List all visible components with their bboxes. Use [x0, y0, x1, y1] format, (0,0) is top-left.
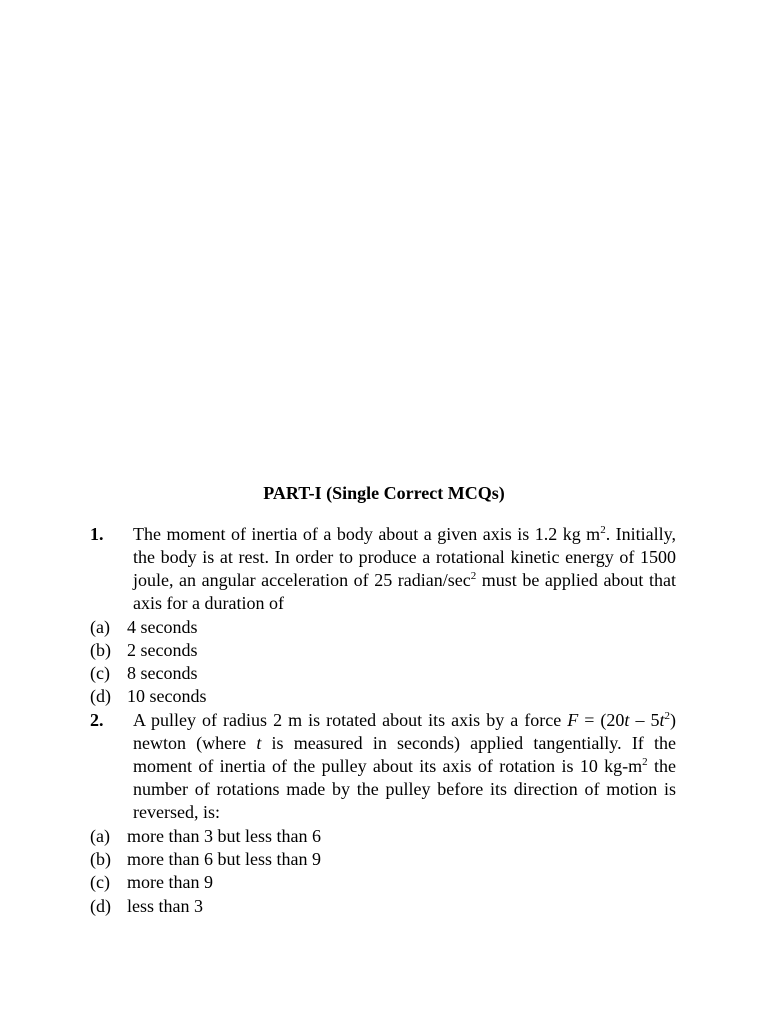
option-text: 4 seconds — [127, 617, 198, 637]
option-label: (c) — [90, 663, 110, 683]
option-text: more than 3 but less than 6 — [127, 826, 321, 846]
question-1-text: The moment of inertia of a body about a given axis is 1.2 kg $m^2$. Initially, the body is at rest. In order to produce a rotational kinetic energy of 1500 joule, an angular acceleration of 25 radian/$\sec^2$ must be applied about that axis for a duration of — [133, 524, 676, 613]
option-label: (a) — [90, 617, 110, 637]
question-2-option-c[interactable] — [90, 871, 213, 894]
question-1-number: 1. — [90, 524, 104, 544]
option-label: (b) — [90, 640, 111, 660]
question-2-number: 2. — [90, 710, 104, 730]
option-text: more than 9 — [127, 872, 213, 892]
section-heading: PART-I (Single Correct MCQs) — [263, 483, 505, 503]
option-text: 2 seconds — [127, 640, 198, 660]
question-2-option-d[interactable] — [90, 895, 203, 918]
option-label: (d) — [90, 686, 111, 706]
option-text: more than 6 but less than 9 — [127, 849, 321, 869]
question-1-option-b[interactable] — [90, 639, 198, 662]
question-1-option-c[interactable] — [90, 662, 198, 685]
option-text: 8 seconds — [127, 663, 198, 683]
question-2-option-b[interactable] — [90, 848, 321, 871]
option-label: (d) — [90, 896, 111, 916]
option-label: (b) — [90, 849, 111, 869]
question-1-option-d[interactable] — [90, 685, 207, 708]
option-label: (a) — [90, 826, 110, 846]
option-text: 10 seconds — [127, 686, 207, 706]
option-label: (c) — [90, 872, 110, 892]
question-2-option-a[interactable] — [90, 825, 321, 848]
option-text: less than 3 — [127, 896, 203, 916]
question-2-text: A pulley of radius 2 m is rotated about its axis by a force $F = (20t - 5t^2)$ newton (where t is measured in seconds) applied tangentially. If the moment of inertia of the pulley about its axis of rotation is 10 $kg-m^2$ the number of rotations made by the pulley before its direction of motion is reversed, is: — [133, 710, 676, 822]
question-1-option-a[interactable] — [90, 616, 198, 639]
